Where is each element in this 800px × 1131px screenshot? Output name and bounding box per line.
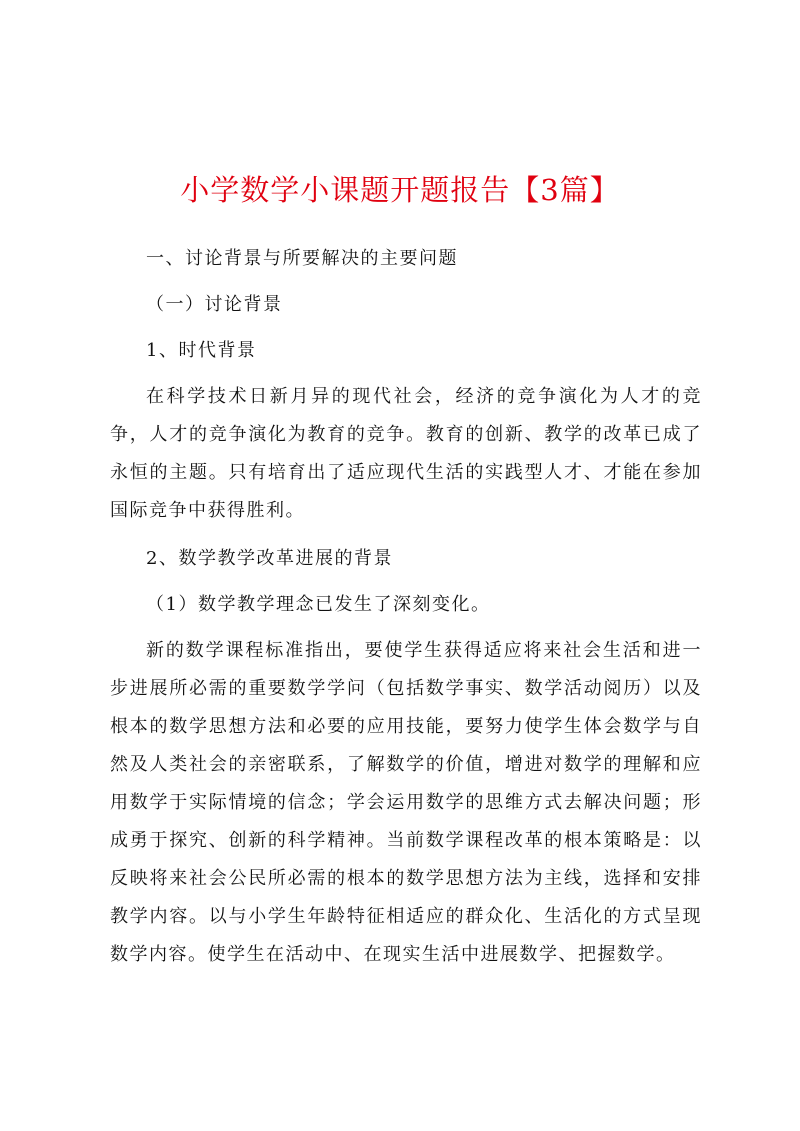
subsection-heading: （一）讨论背景 xyxy=(146,294,283,315)
section-heading: 一、讨论背景与所要解决的主要问题 xyxy=(146,248,458,269)
subitem-heading: （1）数学教学理念已发生了深刻变化。 xyxy=(146,594,491,615)
body-paragraph: 在科学技术日新月异的现代社会，经济的竞争演化为人才的竞争，人才的竞争演化为教育的竞争。教育的创新、教学的改革已成了永恒的主题。只有培育出了适应现代生活的实践型人才、才能在参加国际竞争中获得胜利。 xyxy=(110,386,702,521)
item-heading: 1、时代背景 xyxy=(146,340,257,361)
document-body xyxy=(110,240,702,974)
item-heading: 2、数学教学改革进展的背景 xyxy=(146,548,393,569)
document-title: 小学数学小课题开题报告【3篇】 xyxy=(180,173,620,207)
body-paragraph: 新的数学课程标准指出，要使学生获得适应将来社会生活和进一步进展所必需的重要数学学问（包括数学事实、数学活动阅历）以及根本的数学思想方法和必要的应用技能，要努力使学生体会数学与自然及人类社会的亲密联系，了解数学的价值，增进对数学的理解和应用数学于实际情境的信念；学会运用数学的思维方式去解决问题；形成勇于探究、创新的科学精神。当前数学课程改革的根本策略是：以反映将来社会公民所必需的根本的数学思想方法为主线，选择和安排教学内容。以与小学生年龄特征相适应的群众化、生活化的方式呈现数学内容。使学生在活动中、在现实生活中进展数学、把握数学。 xyxy=(110,640,702,965)
